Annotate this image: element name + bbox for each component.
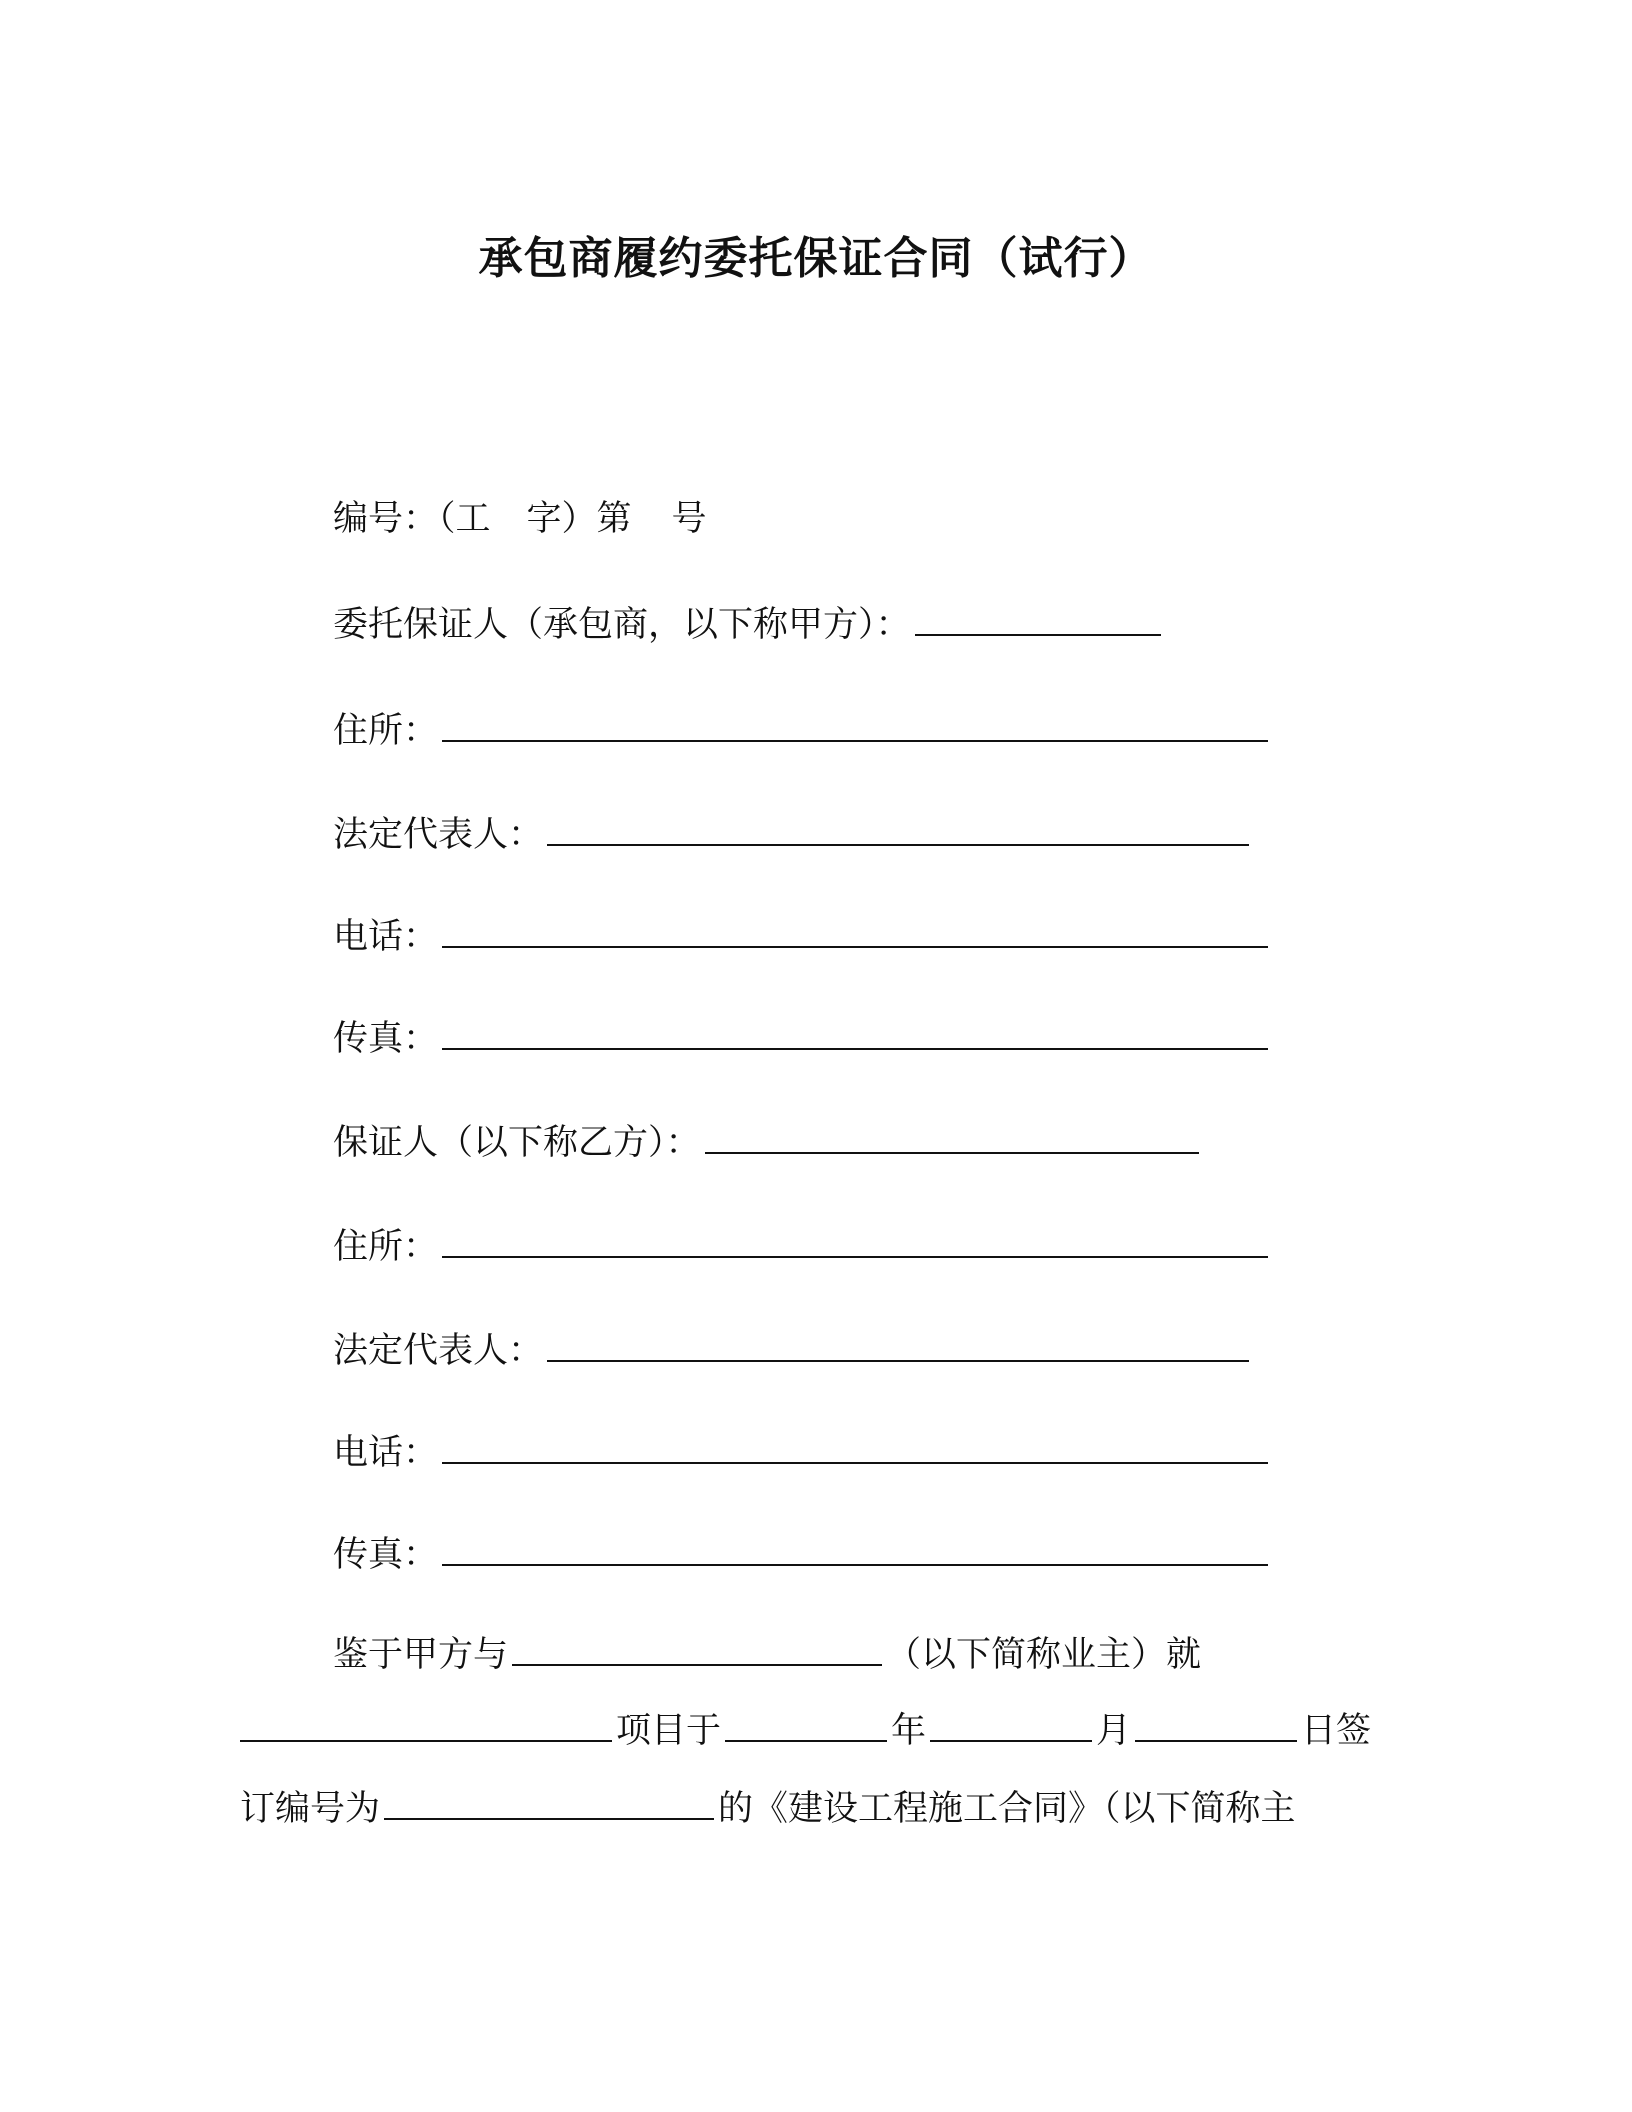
number-end: 号	[671, 499, 707, 539]
party-a-phone-line	[333, 912, 1272, 960]
party-a-legal-rep-label: 法定代表人：	[333, 815, 544, 855]
body-text: 日签	[1301, 1711, 1372, 1751]
party-a-fax-line	[333, 1014, 1272, 1062]
contract-title: 承包商履约委托保证合同（试行）	[478, 233, 1154, 284]
body-text: 年	[891, 1711, 927, 1751]
party-b-address-field[interactable]	[442, 1222, 1268, 1258]
number-mid: 字）第	[526, 499, 632, 539]
body-text: 项目于	[616, 1711, 722, 1751]
party-a-fax-label: 传真：	[333, 1019, 439, 1059]
party-b-phone-field[interactable]	[442, 1428, 1268, 1464]
project-name-field[interactable]	[240, 1706, 612, 1742]
party-b-fax-label: 传真：	[333, 1535, 439, 1575]
party-b-fax-line	[333, 1530, 1272, 1578]
party-b-legal-rep-label: 法定代表人：	[333, 1331, 544, 1371]
party-b-label: 保证人（以下称乙方）：	[333, 1123, 701, 1163]
contract-number-line	[333, 496, 707, 542]
body-line-1	[333, 1630, 1201, 1678]
party-b-fax-field[interactable]	[442, 1530, 1268, 1566]
party-a-line	[333, 600, 1165, 648]
party-a-legal-rep-line	[333, 810, 1253, 858]
number-open: （工	[438, 499, 491, 539]
body-text: （以下简称业主）就	[886, 1635, 1202, 1675]
number-label: 编号：	[333, 499, 439, 539]
body-text: 鉴于甲方与	[333, 1635, 509, 1675]
day-field[interactable]	[1135, 1706, 1297, 1742]
party-a-address-label: 住所：	[333, 711, 439, 751]
party-a-label: 委托保证人（承包商，以下称甲方）：	[333, 605, 911, 645]
contract-number-field[interactable]	[384, 1784, 714, 1820]
party-b-line	[333, 1118, 1203, 1166]
party-a-address-field[interactable]	[442, 706, 1268, 742]
party-b-name-field[interactable]	[705, 1118, 1199, 1154]
party-b-phone-line	[333, 1428, 1272, 1476]
year-field[interactable]	[725, 1706, 887, 1742]
party-b-legal-rep-field[interactable]	[547, 1326, 1249, 1362]
party-b-address-line	[333, 1222, 1272, 1270]
body-text: 的《建设工程施工合同》（以下简称主	[718, 1789, 1296, 1829]
party-a-fax-field[interactable]	[442, 1014, 1268, 1050]
body-line-3	[240, 1784, 1296, 1832]
party-b-legal-rep-line	[333, 1326, 1253, 1374]
body-line-2	[240, 1706, 1371, 1754]
party-a-address-line	[333, 706, 1272, 754]
party-a-phone-label: 电话：	[333, 917, 439, 957]
party-a-legal-rep-field[interactable]	[547, 810, 1249, 846]
party-a-name-field[interactable]	[915, 600, 1161, 636]
party-b-phone-label: 电话：	[333, 1433, 439, 1473]
month-field[interactable]	[930, 1706, 1092, 1742]
body-text: 月	[1096, 1711, 1132, 1751]
party-b-address-label: 住所：	[333, 1227, 439, 1267]
party-a-phone-field[interactable]	[442, 912, 1268, 948]
body-text: 订编号为	[240, 1789, 381, 1829]
owner-name-field[interactable]	[512, 1630, 882, 1666]
